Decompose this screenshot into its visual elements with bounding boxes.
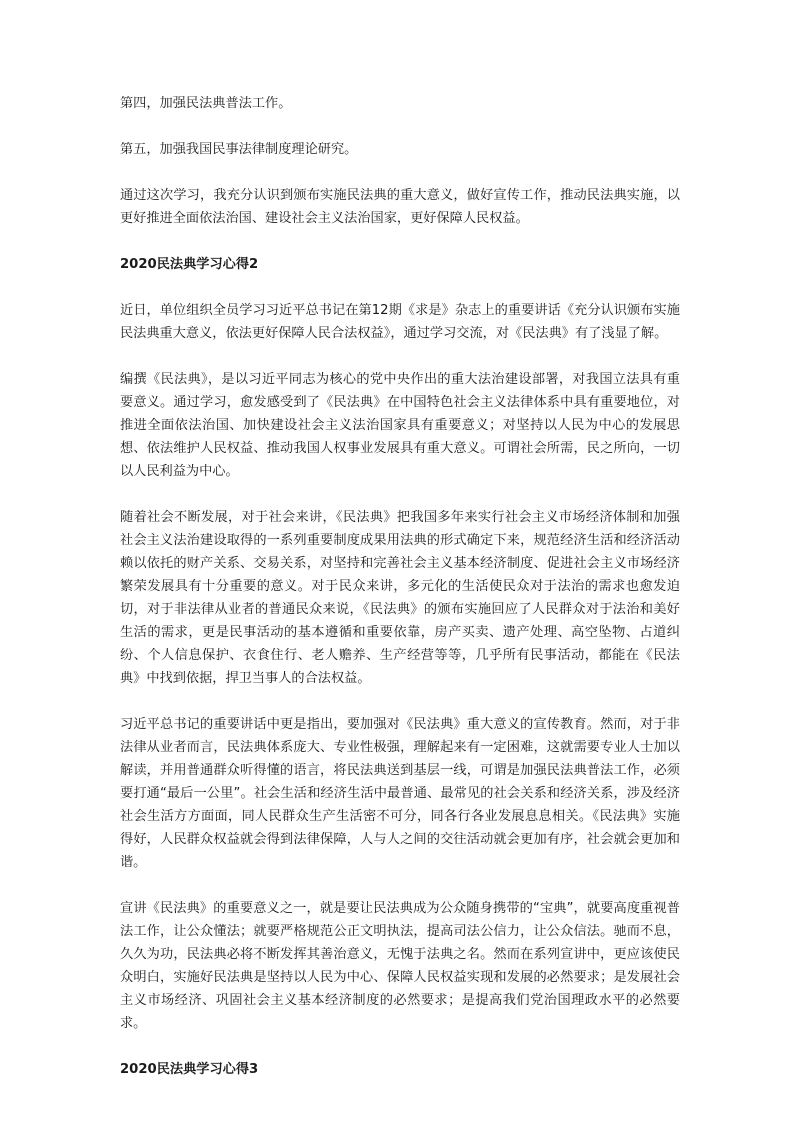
- section-heading-3: 2020民法典学习心得3: [120, 1062, 259, 1077]
- paragraph-point-four: 第四，加强民法典普法工作。: [120, 96, 292, 111]
- paragraph-social-development: 随着社会不断发展，对于社会来讲，《民法典》把我国多年来实行社会主义市场经济体制和加强社会主义法治建设取得的一系列重要制度成果用法典的形式确定下来，规范经济生活和经济活动赖以依托的财产关系、交易关系，对坚持和完善社会主义基本经济制度、促进社会主义市场经济繁荣发展具有十分重要的意义。对于民众来讲，多元化的生活使民众对于法治的需求也愈发迫切，对于非法律从业者的普通民众来说，《民法典》的颁布实施回应了人民群众对于法治和美好生活的需求，更是民事活动的基本遵循和重要依靠，房产买卖、遗产处理、高空坠物、占道纠纷、个人信息保护、衣食住行、老人赡养、生产经营等等，几乎所有民事活动，都能在《民法典》中找到依据，捍卫当事人的合法权益。: [120, 510, 680, 686]
- paragraph-significance: 编撰《民法典》，是以习近平同志为核心的党中央作出的重大法治建设部署，对我国立法具有重要意义。通过学习，愈发感受到了《民法典》在中国特色社会主义法律体系中具有重要地位，对推进全面依法治国、加快建设社会主义法治国家具有重要意义；对坚持以人民为中心的发展思想、依法维护人民权益、推动我国人权事业发展具有重大意义。可谓社会所需，民之所向，一切以人民利益为中心。: [120, 372, 680, 479]
- paragraph-propaganda: 宣讲《民法典》的重要意义之一，就是要让民法典成为公众随身携带的“宝典”，就要高度重视普法工作，让公众懂法；就要严格规范公正文明执法，提高司法公信力，让公众信法。驰而不息，久久为功，民法典必将不断发挥其善治意义，无愧于法典之名。然而在系列宣讲中，更应该使民众明白，实施好民法典是坚持以人民为中心、保障人民权益实现和发展的必然要求；是发展社会主义市场经济、巩固社会主义基本经济制度的必然要求；是提高我们党治国理政水平的必然要求。: [120, 901, 680, 1031]
- document-body: [120, 92, 680, 1104]
- section-heading-2: 2020民法典学习心得2: [120, 257, 259, 272]
- paragraph-publicity-education: 习近平总书记的重要讲话中更是指出，要加强对《民法典》重大意义的宣传教育。然而，对于非法律从业者而言，民法典体系庞大、专业性极强，理解起来有一定困难，这就需要专业人士加以解读，并用普通群众听得懂的语言，将民法典送到基层一线，可谓是加强民法典普法工作，必须要打通“最后一公里”。社会生活和经济生活中最普通、最常见的社会关系和经济关系，涉及经济社会生活方方面面，同人民群众生产生活密不可分，同各行各业发展息息相关。《民法典》实施得好，人民群众权益就会得到法律保障，人与人之间的交往活动就会更加有序，社会就会更加和谐。: [120, 717, 680, 870]
- paragraph-conclusion: 通过这次学习，我充分认识到颁布实施民法典的重大意义，做好宣传工作，推动民法典实施，以更好推进全面依法治国、建设社会主义法治国家，更好保障人民权益。: [120, 188, 680, 226]
- paragraph-point-five: 第五，加强我国民事法律制度理论研究。: [120, 142, 358, 157]
- paragraph-intro: 近日，单位组织全员学习习近平总书记在第12期《求是》杂志上的重要讲话《充分认识颁布实施民法典重大意义，依法更好保障人民合法权益》，通过学习交流，对《民法典》有了浅显了解。: [120, 303, 680, 341]
